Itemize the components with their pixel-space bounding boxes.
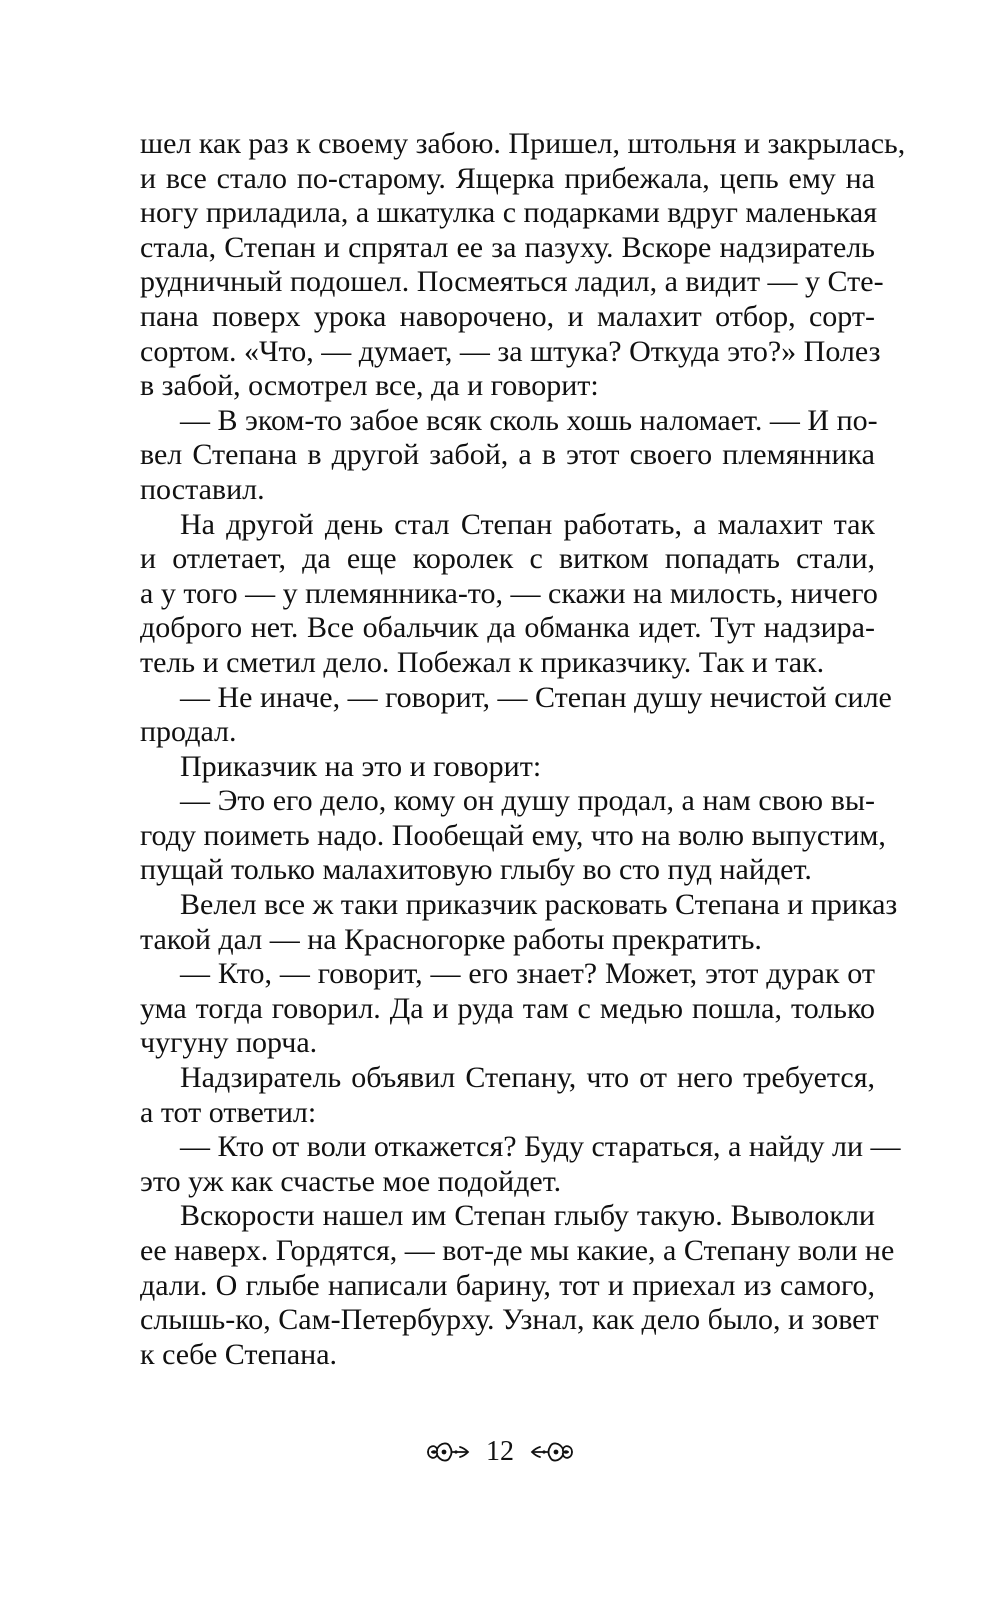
fleuron-right-icon [528,1438,576,1466]
text-line: такой дал — на Красногорке работы прекратить. [140,922,762,956]
text-line: в забой, осмотрел все, да и говорит: [140,369,599,403]
text-line: слышь-ко, Сам-Петербурху. Узнал, как дело было, и зовет [140,1303,879,1337]
text-line: На другой день стал Степан работать, а малахит так [180,507,875,541]
fleuron-left-icon [424,1438,472,1466]
text-line: поставил. [140,472,265,506]
text-line: чугуну порча. [140,1026,318,1060]
text-line: рудничный подошел. Посмеяться ладил, а видит — у Сте- [140,265,884,299]
text-line: — Кто от воли откажется? Буду стараться, а найду ли — [180,1130,901,1164]
text-line: а у того — у племянника-то, — скажи на милость, ничего [140,576,878,610]
text-line: доброго нет. Все обальчик да обманка идет. Тут надзира- [140,611,875,645]
page-number: 12 [486,1436,514,1467]
text-line: Вскорости нашел им Степан глыбу такую. Выволокли [180,1199,875,1233]
text-line: и все стало по-старому. Ящерка прибежала, цепь ему на [140,161,875,195]
text-line: дали. О глыбе написали барину, тот и приехал из самого, [140,1268,875,1302]
text-line: — В эком-то забое всяк сколь хошь наломает. — И по- [180,403,878,437]
text-line: пана поверх урока наворочено, и малахит отбор, сорт- [140,299,875,333]
page-footer [0,1436,1000,1468]
body-text [140,127,906,1372]
text-line: ее наверх. Гордятся, — вот-де мы какие, а Степану воли не [140,1234,895,1267]
text-line: вел Степана в другой забой, а в этот своего племянника [140,438,875,472]
text-line: ума тогда говорил. Да и руда там с медью пошла, только [140,991,875,1025]
text-line: — Не иначе, — говорит, — Степан душу нечистой силе [180,680,892,714]
text-line: — Это его дело, кому он душу продал, а нам свою вы- [180,784,875,818]
text-line: это уж как счастье мое подойдет. [140,1164,562,1198]
text-line: сортом. «Что, — думает, — за штука? Откуда это?» Полез [140,334,881,368]
text-line: продал. [140,715,237,749]
text-line: ногу приладила, а шкатулка с подарками вдруг маленькая [140,196,878,230]
text-line: Приказчик на это и говорит: [180,749,542,783]
text-line: Велел все ж таки приказчик расковать Степана и приказ [180,888,898,922]
text-line: стала, Степан и спрятал ее за пазуху. Вскоре надзиратель [140,230,875,264]
text-line: и отлетает, да еще королек с витком попадать стали, [140,542,875,576]
text-line: а тот ответил: [140,1095,317,1129]
text-line: тель и сметил дело. Побежал к приказчику. Так и так. [140,645,825,679]
text-line: шел как раз к своему забою. Пришел, штольня и закрылась, [140,127,906,160]
text-line: — Кто, — говорит, — его знает? Может, этот дурак от [180,957,875,991]
text-line: пущай только малахитовую глыбу во сто пуд найдет. [140,853,812,887]
text-line: к себе Степана. [140,1337,338,1371]
text-line: году поиметь надо. Пообещай ему, что на волю выпустим, [140,818,886,852]
text-line: Надзиратель объявил Степану, что от него требуется, [180,1061,875,1095]
